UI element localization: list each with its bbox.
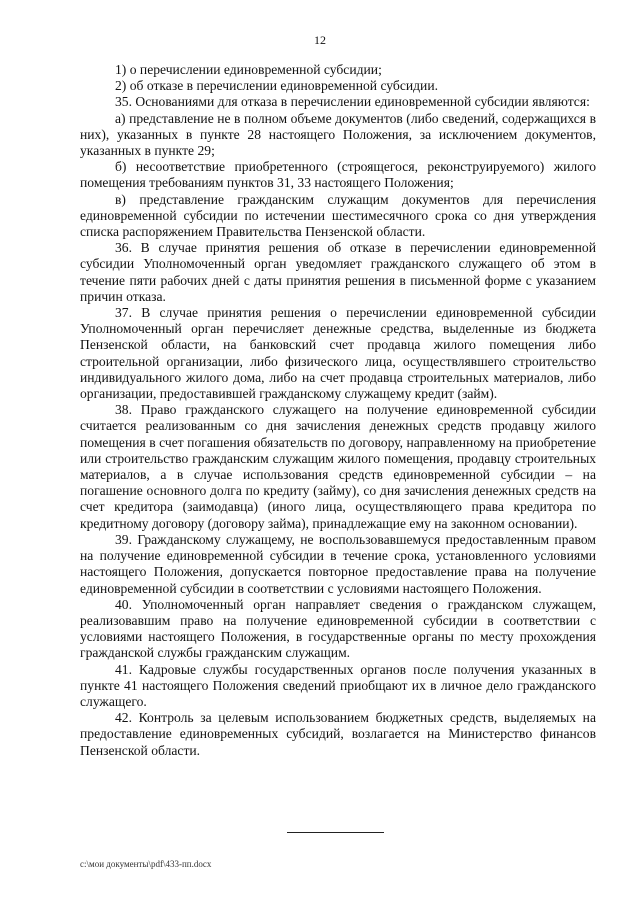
paragraph-35-a: а) представление не в полном объеме документов (либо сведений, содержащихся в них), указанных в пункте 28 настоящего Положения, за исключением документов, указанных в пункте 29;	[80, 110, 596, 159]
paragraph-35-b: б) несоответствие приобретенного (строящегося, реконструируемого) жилого помещения требованиям пунктов 31, 33 настоящего Положения;	[80, 159, 596, 191]
paragraph-38: 38. Право гражданского служащего на получение единовременной субсидии считается реализованным со дня зачисления денежных средств продавцу жилого помещения в счет погашения обязательств по договору, направленному на приобретение или строительство гражданским служащим жилого помещения, продавцу строительных материалов, а в случае использования средств единовременной субсидии – на погашение основного долга по кредиту (займу), со дня зачисления денежных средств на счет кредитора (заимодавца) (иного лица, осуществляющего права кредитора по кредитному договору (договору займа), принадлежащие ему на законном основании).	[80, 402, 596, 531]
paragraph-35: 35. Основаниями для отказа в перечислении единовременной субсидии являются:	[115, 94, 590, 110]
end-separator-line	[287, 832, 384, 833]
paragraph-36: 36. В случае принятия решения об отказе в перечислении единовременной субсидии Уполномоченный орган уведомляет гражданского служащего об этом в течение пяти рабочих дней с даты принятия решения в письменной форме с указанием причин отказа.	[80, 240, 596, 304]
paragraph-42: 42. Контроль за целевым использованием бюджетных средств, выделяемых на предоставление единовременных субсидий, возлагается на Министерство финансов Пензенской области.	[80, 710, 596, 758]
document-body	[80, 62, 596, 759]
paragraph-35-v: в) представление гражданским служащим документов для перечисления единовременной субсидии по истечении шестимесячного срока со дня утверждения списка распоряжением Правительства Пензенской области.	[80, 191, 596, 240]
paragraph-40: 40. Уполномоченный орган направляет сведения о гражданском служащем, реализовавшим право на получение единовременной субсидии в соответствии с условиями настоящего Положения, в государственные органы по месту прохождения гражданской службы гражданским служащим.	[80, 596, 596, 661]
paragraph-39: 39. Гражданскому служащему, не воспользовавшемуся предоставленным правом на получение единовременной субсидии в течение срока, установленного условиями настоящего Положения, допускается повторное предоставление права на получение единовременной субсидии в соответствии с условиями настоящего Положения.	[80, 531, 596, 596]
paragraph-decision-1: 1) о перечислении единовременной субсидии;	[115, 62, 382, 77]
page-number: 12	[314, 33, 326, 47]
file-path-footer: c:\мои документы\pdf\433-пп.docx	[80, 859, 212, 869]
paragraph-decision-2: 2) об отказе в перечислении единовременной субсидии.	[115, 78, 439, 94]
paragraph-37: 37. В случае принятия решения о перечислении единовременной субсидии Уполномоченный орган перечисляет денежные средства, выделенные из бюджета Пензенской области, на банковский счет продавца жилого помещения либо строительной организации, либо физического лица, осуществлявшего строительство индивидуального жилого дома, либо на счет продавца строительных материалов, либо организации, предоставившей гражданскому служащему кредит (займ).	[80, 305, 596, 402]
paragraph-41: 41. Кадровые службы государственных органов после получения указанных в пункте 41 настоящего Положения сведений приобщают их в личное дело гражданского служащего.	[80, 661, 596, 709]
